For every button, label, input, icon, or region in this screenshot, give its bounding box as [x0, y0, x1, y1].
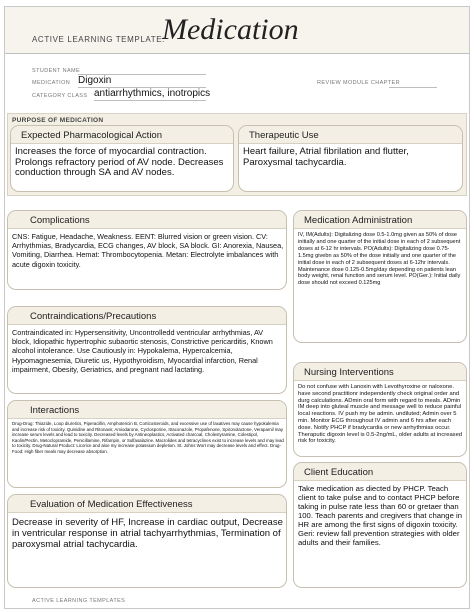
client-education-card: [293, 462, 467, 588]
medication-value: Digoxin: [78, 75, 112, 86]
evaluation-text: Decrease in severity of HF, Increase in cardiac output, Decrease in ventricular response in atrial tachyarrhythmias, Termination of paroxysmal atrial tachycardia.: [12, 517, 283, 550]
category-class-label: CATEGORY CLASS: [32, 93, 88, 99]
evaluation-card: [7, 494, 287, 588]
contraindications-card: [7, 306, 287, 394]
client-education-title: Client Education: [304, 467, 374, 478]
purpose-label: PURPOSE OF MEDICATION: [12, 117, 104, 124]
category-class-field[interactable]: [94, 100, 206, 101]
expected-action-card: [10, 125, 234, 192]
student-name-label: STUDENT NAME: [32, 68, 81, 74]
medication-administration-card: [293, 210, 467, 343]
nursing-interventions-text: Do not confuse with Lanoxin with Levothyroxine or naloxone. have second practitionr independently check original order and durg calculations. ADmin oral form with regard to meals. ADmin IM deep into gluteal muscle and message well to reduce painful local reactions. IV push my be admin. undiluted; Admin over 5 min. Monitor ECG throughout IV admin and 6 hrs after each dose. Notify PHCP if bradycardia or new arrhythmias occur. Theraputic digoxin level is 0.5-2ng/mL, older adults at increased risk for toxicity.: [298, 384, 463, 445]
interactions-title: Interactions: [30, 405, 80, 416]
complications-title: Complications: [30, 215, 90, 226]
template-label: ACTIVE LEARNING TEMPLATE:: [32, 35, 165, 44]
evaluation-title: Evaluation of Medication Effectiveness: [30, 499, 193, 510]
therapeutic-use-card: [238, 125, 463, 192]
contraindications-text: Contraindicated in: Hypersensitivity, Uncontrolledd ventricular arrhythmias, AV block, Idiopathic hypertrophic subaortic stenosis, Constrictive pericarditis, Known alcohol intolerance. Use Cautiously in: Hypokalema, Hypercalcemia, Hypomagnesemia, Diuretic us, Hypothyroidism, Myocardial infarction, Renal impairment, Obesity, Geriatrics, and pregnant nad lactating.: [12, 328, 273, 374]
therapeutic-use-text: Heart failure, Atrial fibrilation and flutter, Paroxysmal tachycardia.: [243, 146, 409, 168]
footer-text: ACTIVE LEARNING TEMPLATES: [32, 598, 126, 604]
nursing-interventions-title: Nursing Interventions: [304, 367, 394, 378]
expected-action-title: Expected Pharmacological Action: [21, 130, 162, 141]
category-class-value: antiarrhythmics, inotropics: [94, 88, 211, 99]
medication-label: MEDICATION: [32, 80, 71, 86]
client-education-text: Take medication as diected by PHCP. Teach client to take pulse and to contact PHCP before taking in pulse rate less than 60 or gretaer than 100. Teach parents and cregivers that change in HR are among the first signs of digoxin toxicity. Geri: review fall prevention strategies with older adults and their families.: [298, 484, 462, 547]
medication-administration-text: IV, IM(Adults): Digitalizing dose 0.5-1.0mg given as 50% of dose initially and one quarter of the initial dose in each of 2 subsequent doses at 6-12 hr intervals. PO(Adults): Digitalizing dose 0.75-1.5mg givebn as 50% of the dose initially and one quarter of the initial dose in each of 2 subsequent doses at 6-12hr intervals. Maintenance dose 0.125-0.5mg/day depending on patients lean body weight, renal function and serum level. PO(Ger.): Initial daily dose should not exceed 0.125mg: [298, 232, 461, 287]
complications-card: [7, 210, 287, 290]
interactions-card: [7, 400, 287, 488]
nursing-interventions-card: [293, 362, 467, 457]
contraindications-title: Contraindications/Precautions: [30, 311, 157, 322]
therapeutic-use-title: Therapeutic Use: [249, 130, 319, 141]
review-module-field[interactable]: [389, 87, 437, 88]
page-title: Medication: [162, 13, 299, 46]
review-module-label: REVIEW MODULE CHAPTER: [317, 80, 400, 86]
header-divider: [5, 53, 469, 54]
expected-action-text: Increases the force of myocardial contraction. Prolongs refractory period of AV node. Decreases conduction through SA and AV nodes.: [15, 146, 224, 178]
interactions-text: Drug-Drug: Thiazide, Loop diuretics, Piperacillin, Amphotericin B, Corticosteroids, and excessive use of laxatives may cause hypokalemia and increase risk of toxicity. Quinidine and Ritonavir, Amiodarone, Cyclosporine, Itraconazole, Propafenone, Spironolactone, Verapamil may increase serum levels and lead to toxicity. Decreased levels by Antineoplastics, Activated charcoal, Cholestyramine, Colestipol, Kaolin/Pectin, Metoclopramide, Penicillamine, Rifampin, or Sulfasalazine. Macrolides and tetracyclines exist to increase levels and may lead to toxicity. Drug-Natural Product: Licorice and aloe my increase potassium depletion. St. Johns Wort may decrease levels and effect. Drug-Food: High fiber meals may decrease absorption.: [12, 421, 284, 454]
medication-administration-title: Medication Administration: [304, 215, 413, 226]
complications-text: CNS: Fatigue, Headache, Weakness. EENT: Blurred vision or green vision. CV: Arrhythmias, Bradycardia, ECG changes, AV block, SA block. GI: Anorexia, Nausea, Vomiting, Diarrhea. Hemat: Thrombocytopenia. Metan: Electrolyte imbalances with acute digoxin toxicity.: [12, 232, 284, 269]
